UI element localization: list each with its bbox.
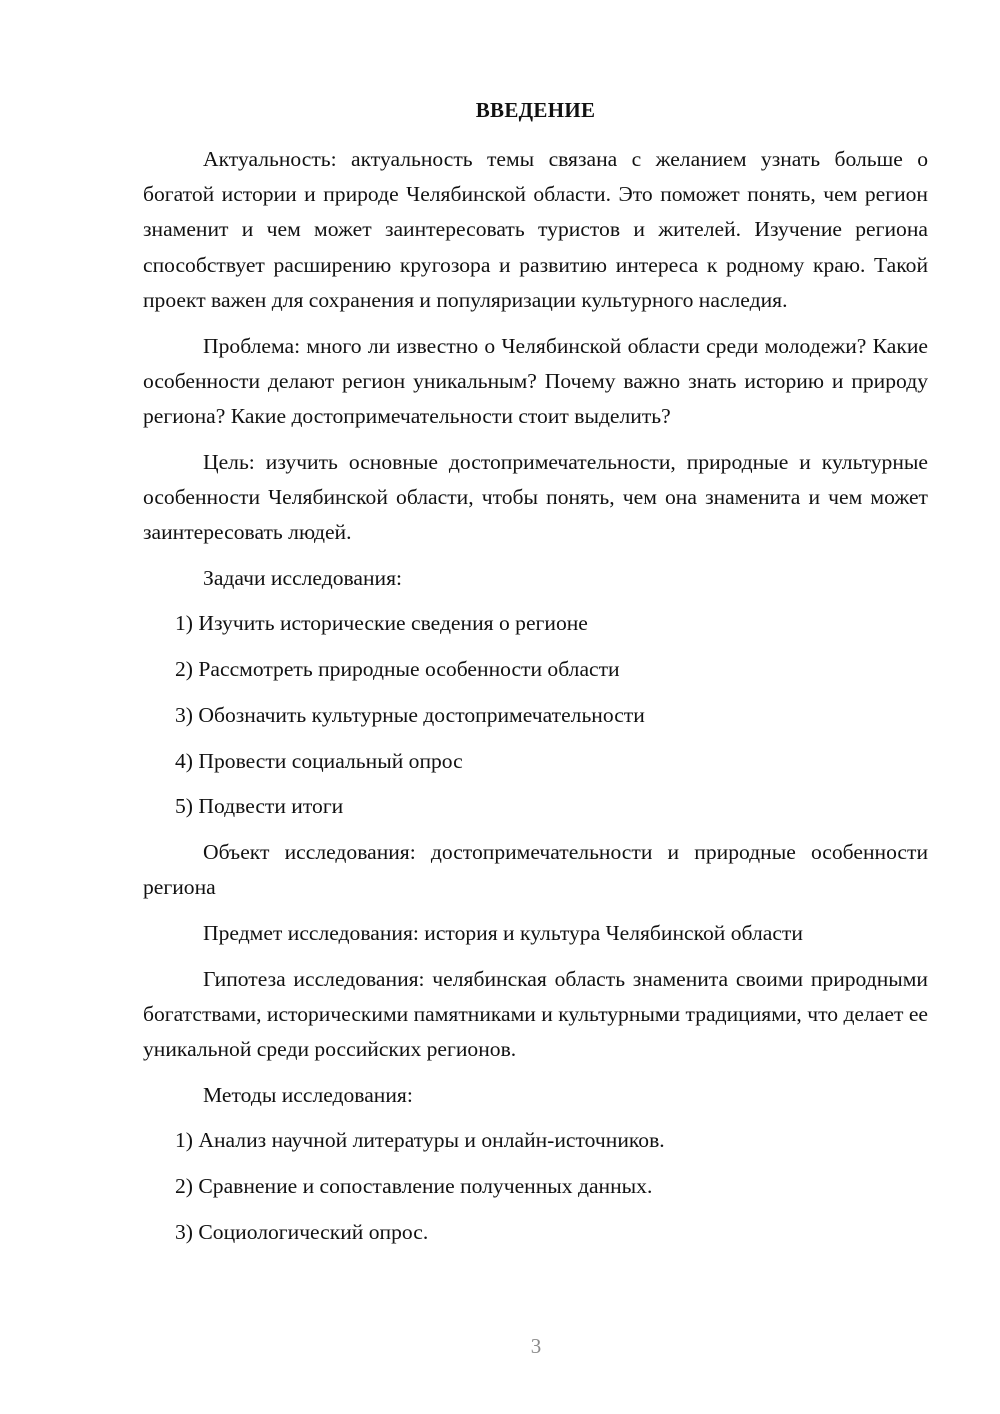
hypothesis-paragraph: Гипотеза исследования: челябинская область знаменита своими природными богатствами, историческими памятниками и культурными традициями, что делает ее уникальной среди российских регионов. [143, 966, 928, 1061]
page-number: 3 [530, 1334, 542, 1358]
object-paragraph: Объект исследования: достопримечательности и природные особенности региона [143, 839, 928, 900]
tasks-list [143, 606, 928, 824]
list-item: 2) Сравнение и сопоставление полученных данных. [175, 1174, 653, 1199]
list-item: 3) Обозначить культурные достопримечательности [175, 702, 645, 727]
relevance-paragraph: Актуальность: актуальность темы связана с желанием узнать больше о богатой истории и природе Челябинской области. Это поможет понять, чем регион знаменит и чем может заинтересовать туристов и жителей. Изучение региона способствует расширению кругозора и развитию интереса к родному краю. Такой проект важен для сохранения и популяризации культурного наследия. [143, 147, 928, 312]
subject-paragraph: Предмет исследования: история и культура Челябинской области [203, 920, 803, 945]
methods-list [143, 1123, 928, 1250]
list-item: 2) Рассмотреть природные особенности области [175, 657, 620, 682]
tasks-heading: Задачи исследования: [203, 565, 403, 590]
goal-paragraph: Цель: изучить основные достопримечательности, природные и культурные особенности Челябинской области, чтобы понять, чем она знаменита и чем может заинтересовать людей. [143, 449, 928, 545]
list-item: 1) Анализ научной литературы и онлайн-источников. [175, 1128, 665, 1153]
list-item: 5) Подвести итоги [175, 794, 344, 819]
document-page [143, 95, 928, 1260]
problem-paragraph: Проблема: много ли известно о Челябинской области среди молодежи? Какие особенности делают регион уникальным? Почему важно знать историю и природу региона? Какие достопримечательности стоит выделить? [143, 333, 928, 428]
list-item: 4) Провести социальный опрос [175, 748, 463, 773]
list-item: 3) Социологический опрос. [175, 1219, 429, 1244]
methods-heading: Методы исследования: [203, 1082, 413, 1107]
list-item: 1) Изучить исторические сведения о регионе [175, 611, 588, 636]
page-title: ВВЕДЕНИЕ [475, 98, 596, 122]
